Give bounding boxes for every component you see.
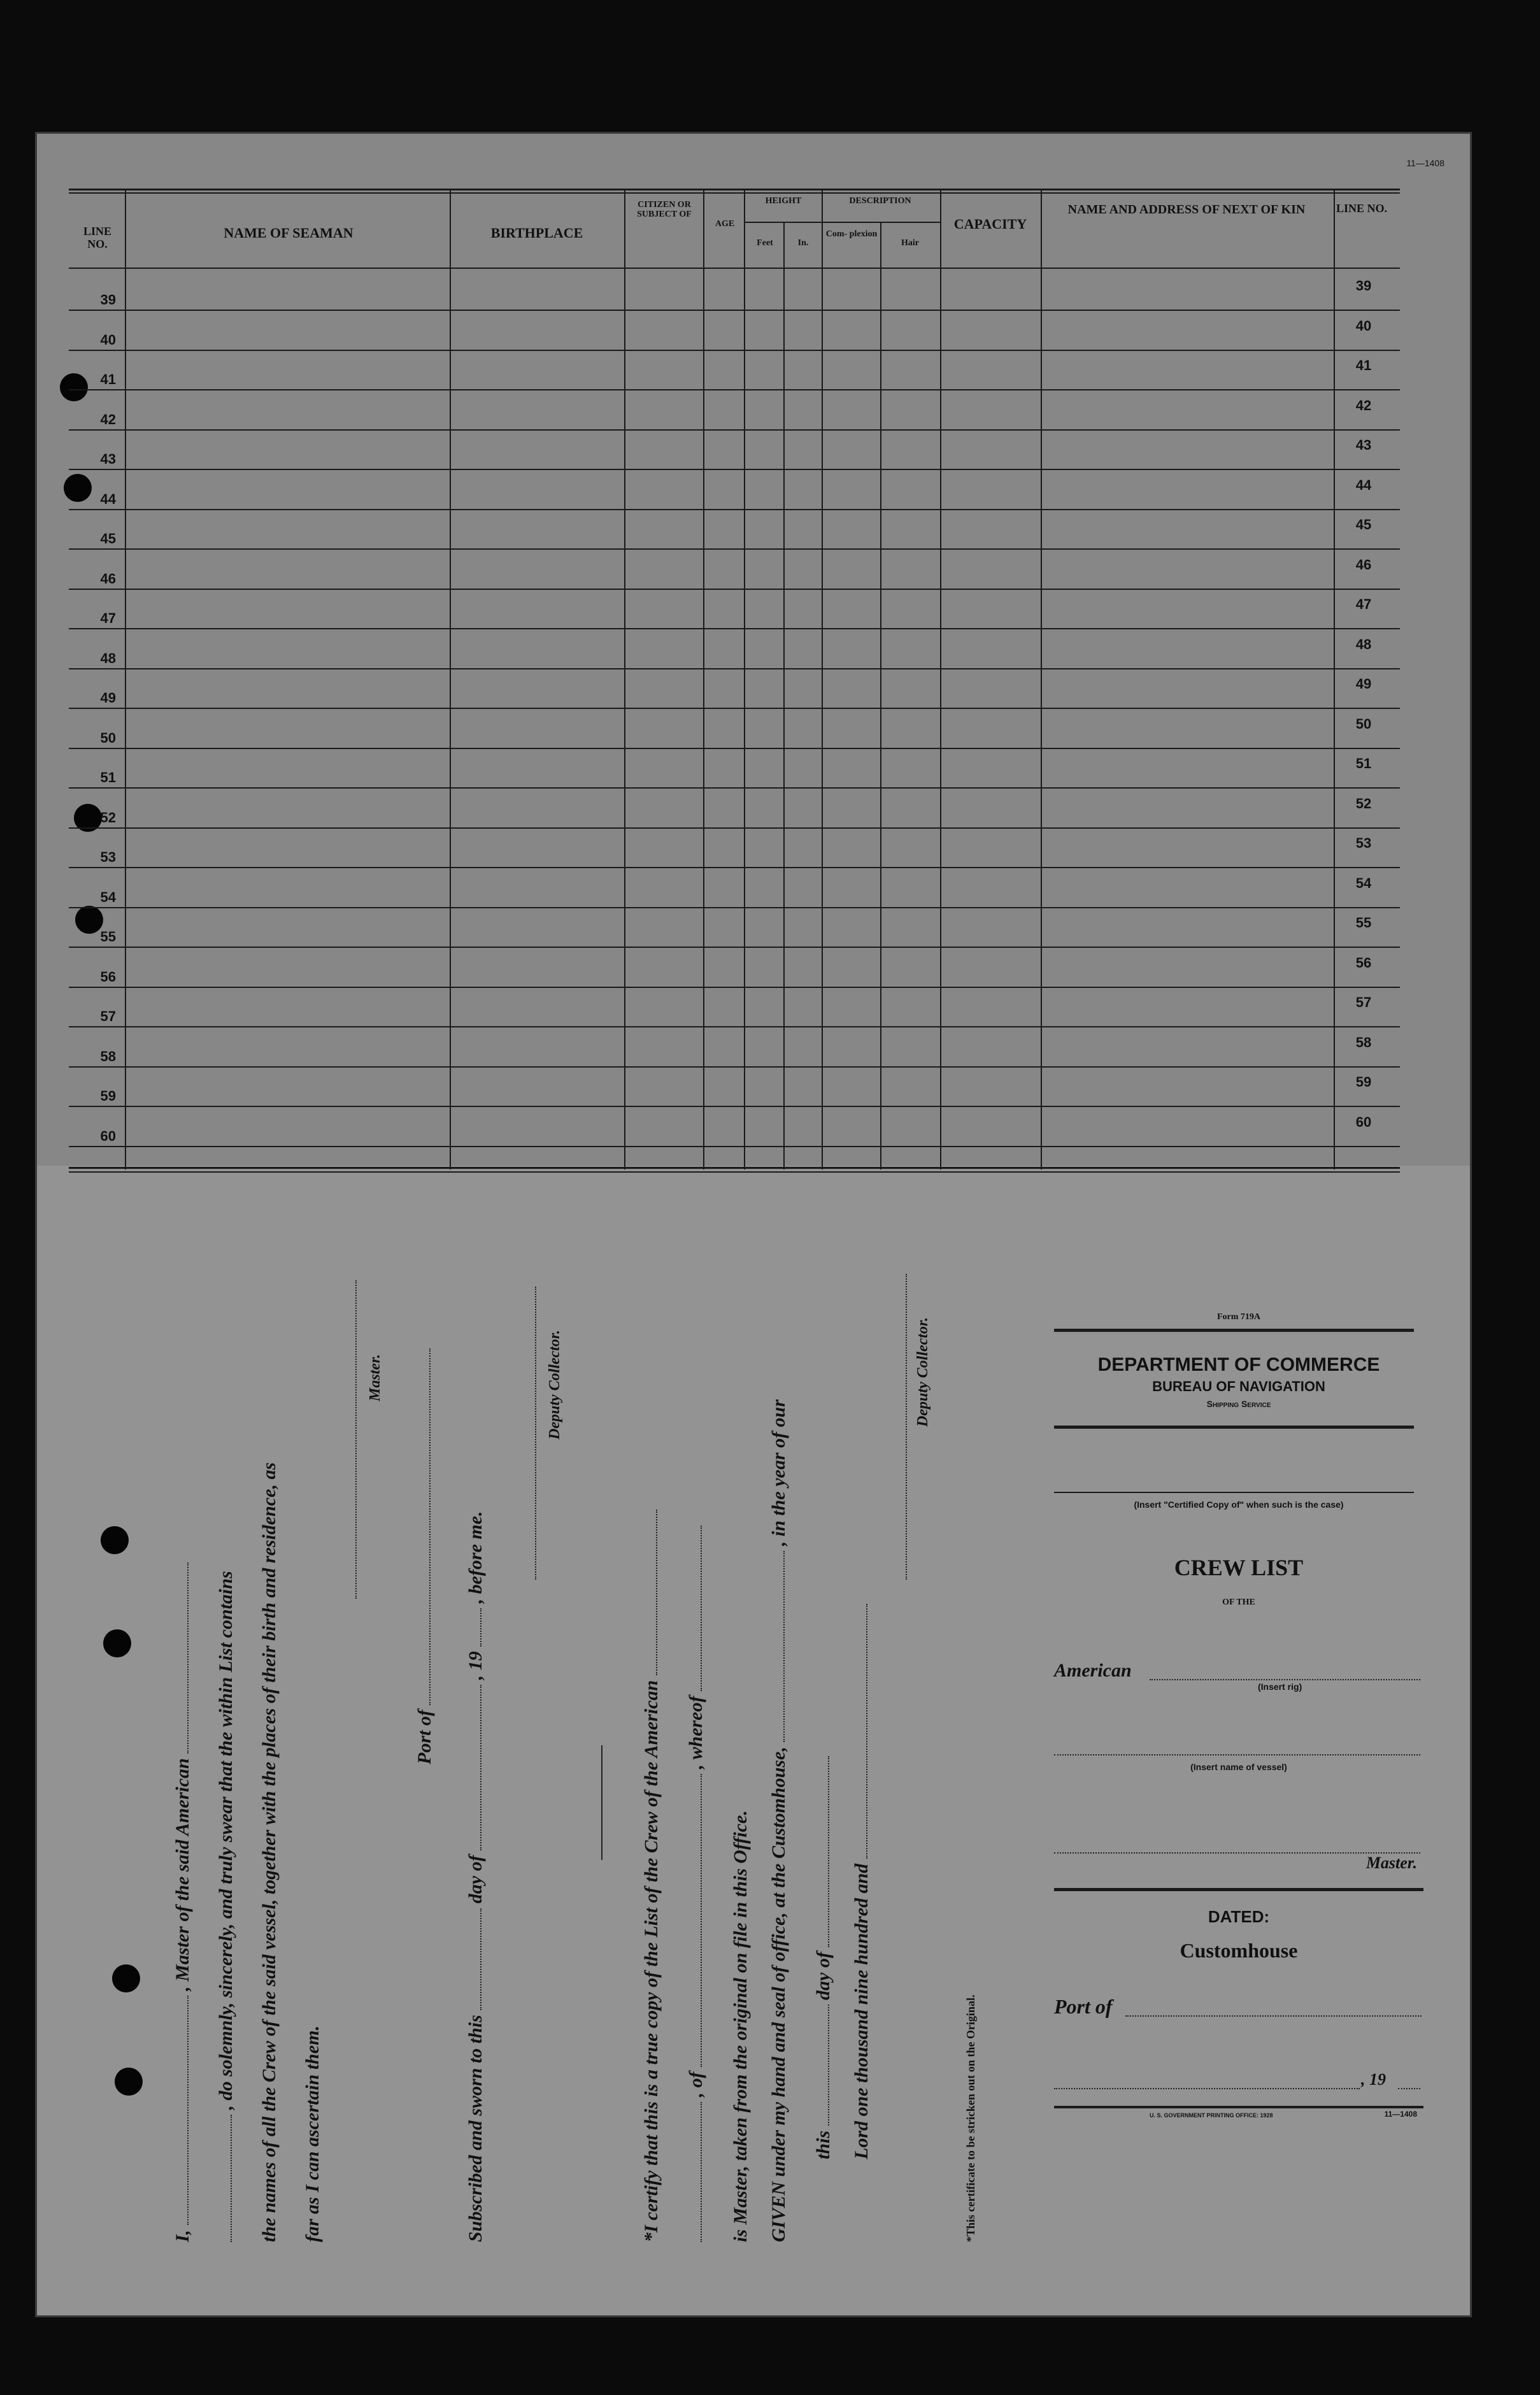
binder-hole — [112, 1964, 140, 1992]
row-rule — [69, 350, 1400, 351]
american-rig-line — [1054, 1660, 1423, 1682]
oath-line-1: I, , Master of the said American — [172, 1562, 194, 2242]
certified-blank[interactable] — [1054, 1492, 1414, 1493]
blank-master-signature[interactable] — [355, 1280, 357, 1599]
crew-list-title: CREW LIST — [1174, 1555, 1304, 1580]
oath-line-2: , do solemnly, sincerely, and truly swear that the within List contains — [215, 1571, 237, 2242]
line-number-right: 47 — [1355, 596, 1372, 612]
row-rule — [69, 389, 1400, 390]
col-rule — [703, 189, 704, 1169]
service: Shipping Service — [1206, 1399, 1271, 1409]
cover-code: 11—1408 — [1384, 2110, 1417, 2119]
this-day-line: this day of — [813, 1756, 834, 2159]
cover-port-label: Port of — [1054, 1995, 1113, 2018]
cover-port-line — [1054, 1995, 1423, 2019]
header-description: DESCRIPTION — [849, 196, 911, 206]
cover-master-label: Master. — [1365, 1854, 1417, 1872]
row-rule — [69, 469, 1400, 470]
line-number-left: 45 — [100, 531, 116, 547]
cover-year: , 19 — [1361, 2070, 1386, 2089]
blank-this-day[interactable] — [828, 2005, 829, 2126]
line-number-right: 39 — [1355, 278, 1372, 294]
deputy-collector-label-1: Deputy Collector. — [546, 1330, 563, 1440]
col-rule — [822, 189, 823, 1169]
header-sub-rule — [744, 222, 940, 223]
blank-cover-date[interactable] — [1054, 2088, 1360, 2089]
line-number-right: 57 — [1355, 994, 1372, 1010]
row-rule — [69, 1106, 1400, 1107]
blank-certify-name[interactable] — [701, 2102, 702, 2242]
insert-certified-note: (Insert "Certified Copy of" when such is the case) — [1134, 1499, 1344, 1510]
row-rule — [69, 907, 1400, 908]
blank-rig[interactable] — [1150, 1679, 1420, 1680]
line-number-right: 55 — [1355, 915, 1372, 931]
col-rule — [450, 189, 451, 1169]
col-rule — [940, 189, 941, 1169]
line-number-right: 60 — [1355, 1113, 1372, 1130]
line-number-left: 39 — [100, 292, 116, 308]
header-complexion: Com- plexion — [825, 229, 878, 239]
oath-block — [146, 1274, 1038, 2242]
header-capacity: CAPACITY — [953, 216, 1027, 232]
line-number-right: 58 — [1355, 1034, 1372, 1050]
blank-vessel-name[interactable] — [231, 2115, 232, 2242]
american-label: American — [1054, 1660, 1132, 1681]
table-bottom-rule — [69, 1167, 1400, 1169]
col-rule — [1334, 189, 1335, 1169]
line-number-left: 49 — [100, 690, 116, 706]
line-number-left: 57 — [100, 1008, 116, 1024]
form-number: Form 719A — [1216, 1312, 1261, 1322]
header-hair: Hair — [901, 238, 919, 248]
row-rule — [69, 589, 1400, 590]
separator — [586, 1745, 608, 1860]
form-code-top: 11—1408 — [1406, 158, 1444, 168]
header-bottom-rule — [69, 268, 1400, 269]
header-line-no: LINE NO. — [83, 225, 111, 250]
col-rule — [1041, 189, 1042, 1169]
certify-line: *I certify that this is a true copy of the List of the Crew of the American — [641, 1510, 662, 2242]
row-rule — [69, 1066, 1400, 1068]
lord-line: Lord one thousand nine hundred and — [851, 1604, 873, 2159]
row-rule — [69, 628, 1400, 629]
blank-deputy-signature-1[interactable] — [535, 1287, 536, 1580]
header-height: HEIGHT — [765, 196, 802, 206]
deputy-signature-1 — [520, 1287, 541, 1580]
row-rule — [69, 947, 1400, 948]
binder-hole — [103, 1629, 131, 1657]
line-number-left: 46 — [100, 570, 116, 587]
table-top-rule — [69, 192, 1400, 194]
line-number-right: 49 — [1355, 676, 1372, 692]
line-number-right: 52 — [1355, 795, 1372, 811]
line-number-left: 44 — [100, 490, 116, 507]
cover-rule-2 — [1054, 1426, 1414, 1429]
binder-hole — [101, 1526, 129, 1554]
header-feet: Feet — [757, 238, 773, 248]
blank-day[interactable] — [480, 1908, 481, 2010]
header-inches: In. — [797, 238, 809, 248]
line-number-left: 56 — [100, 968, 116, 985]
line-number-left: 53 — [100, 849, 116, 865]
blank-cover-year[interactable] — [1398, 2088, 1420, 2089]
row-rule — [69, 987, 1400, 988]
header-line-no-right: LINE NO. — [1336, 202, 1388, 215]
binder-hole — [115, 2068, 143, 2096]
line-number-right: 51 — [1355, 755, 1372, 771]
deputy-signature-2 — [890, 1274, 912, 1580]
line-number-left: 48 — [100, 650, 116, 666]
row-rule — [69, 1026, 1400, 1027]
row-rule — [69, 310, 1400, 311]
col-rule — [624, 189, 625, 1169]
line-number-right: 44 — [1355, 476, 1372, 493]
line-number-left: 51 — [100, 769, 116, 785]
blank-whereof[interactable] — [701, 1526, 702, 1691]
oath-line-3: the names of all the Crew of the said vessel, together with the places of their birth and residence, as — [259, 1462, 280, 2242]
master-signature — [340, 1280, 362, 1599]
blank-master-cover[interactable] — [1054, 1852, 1420, 1854]
subscribed-line: Subscribed and sworn to this day of , 19 , before me. — [465, 1511, 486, 2242]
port-of-line: Port of — [414, 1348, 436, 1764]
blank-master-name[interactable] — [187, 1996, 189, 2225]
row-rule — [69, 748, 1400, 749]
insert-name-note: (Insert name of vessel) — [1190, 1762, 1287, 1772]
line-number-right: 54 — [1355, 875, 1372, 891]
bureau: BUREAU OF NAVIGATION — [1152, 1378, 1325, 1394]
line-number-left: 59 — [100, 1088, 116, 1104]
line-number-right: 53 — [1355, 835, 1372, 851]
master-label: Master. — [367, 1354, 383, 1401]
blank-lord-year[interactable] — [866, 1604, 867, 1859]
line-number-left: 54 — [100, 889, 116, 905]
blank-vessel[interactable] — [187, 1562, 189, 1754]
header-name-of-seaman: NAME OF SEAMAN — [224, 225, 353, 241]
line-number-left: 40 — [100, 331, 116, 348]
certify-line-2: , of , whereof — [685, 1526, 707, 2242]
given-line: GIVEN under my hand and seal of office, at the Customhouse, , in the year of our — [768, 1399, 789, 2242]
gpo-imprint: U. S. GOVERNMENT PRINTING OFFICE: 1928 — [1150, 2112, 1273, 2119]
line-number-left: 60 — [100, 1127, 116, 1144]
blank-port-of[interactable] — [429, 1348, 431, 1705]
line-number-right: 40 — [1355, 317, 1372, 334]
blank-customhouse[interactable] — [783, 1551, 785, 1742]
dated-label: DATED: — [1208, 1907, 1270, 1926]
table-top-rule — [69, 189, 1400, 190]
row-rule — [69, 509, 1400, 510]
of-the: OF THE — [1222, 1598, 1255, 1607]
deputy-collector-label-2: Deputy Collector. — [915, 1317, 931, 1427]
footnote: *This certificate to be stricken out on the Original. — [964, 1994, 977, 2242]
line-number-left: 47 — [100, 610, 116, 626]
blank-cover-port[interactable] — [1125, 2015, 1422, 2017]
blank-year[interactable] — [480, 1608, 481, 1647]
line-number-left: 58 — [100, 1048, 116, 1064]
cover-rule-bottom — [1054, 2106, 1423, 2108]
line-number-left: 43 — [100, 451, 116, 467]
blank-this-month[interactable] — [828, 1756, 829, 1947]
department: DEPARTMENT OF COMMERCE — [1097, 1354, 1380, 1375]
blank-month[interactable] — [480, 1685, 481, 1850]
line-number-right: 48 — [1355, 636, 1372, 652]
certify-line-3: is Master, taken from the original on file in this Office. — [730, 1810, 751, 2242]
row-rule — [69, 827, 1400, 829]
col-rule — [125, 189, 126, 1169]
line-number-left: 41 — [100, 371, 116, 387]
row-rule — [69, 668, 1400, 669]
row-rule — [69, 867, 1400, 868]
line-number-right: 46 — [1355, 556, 1372, 573]
oath-line-4: far as I can ascertain them. — [302, 2025, 323, 2242]
line-number-right: 59 — [1355, 1074, 1372, 1090]
blank-certify-of[interactable] — [701, 1774, 702, 2067]
header-next-of-kin: NAME AND ADDRESS OF NEXT OF KIN — [1067, 203, 1306, 217]
line-number-left: 42 — [100, 411, 116, 427]
row-rule — [69, 708, 1400, 709]
row-rule — [69, 787, 1400, 789]
insert-rig-note: (Insert rig) — [1258, 1682, 1302, 1692]
line-number-left: 52 — [100, 809, 116, 826]
row-rule — [69, 1146, 1400, 1147]
header-age: AGE — [715, 219, 735, 229]
blank-vessel-name-cover[interactable] — [1054, 1754, 1420, 1755]
line-number-right: 43 — [1355, 437, 1372, 453]
header-citizen: CITIZEN OR SUBJECT OF — [637, 200, 692, 220]
line-number-right: 42 — [1355, 397, 1372, 413]
blank-deputy-signature-2[interactable] — [906, 1274, 907, 1580]
line-number-right: 41 — [1355, 357, 1372, 373]
row-rule — [69, 548, 1400, 550]
customhouse-label: Customhouse — [1180, 1939, 1298, 1962]
line-number-left: 55 — [100, 929, 116, 945]
cover-panel — [1054, 1312, 1423, 2140]
line-number-left: 50 — [100, 729, 116, 746]
row-rule — [69, 429, 1400, 431]
line-number-right: 50 — [1355, 715, 1372, 732]
line-number-right: 56 — [1355, 954, 1372, 971]
cover-rule-top — [1054, 1329, 1414, 1332]
table-bottom-rule — [69, 1171, 1400, 1173]
crew-table — [69, 189, 1444, 1173]
blank-certify-vessel[interactable] — [656, 1510, 657, 1675]
header-birthplace: BIRTHPLACE — [490, 225, 583, 241]
line-number-right: 45 — [1355, 517, 1372, 533]
cover-rule-3 — [1054, 1888, 1423, 1891]
col-rule — [744, 189, 745, 1169]
